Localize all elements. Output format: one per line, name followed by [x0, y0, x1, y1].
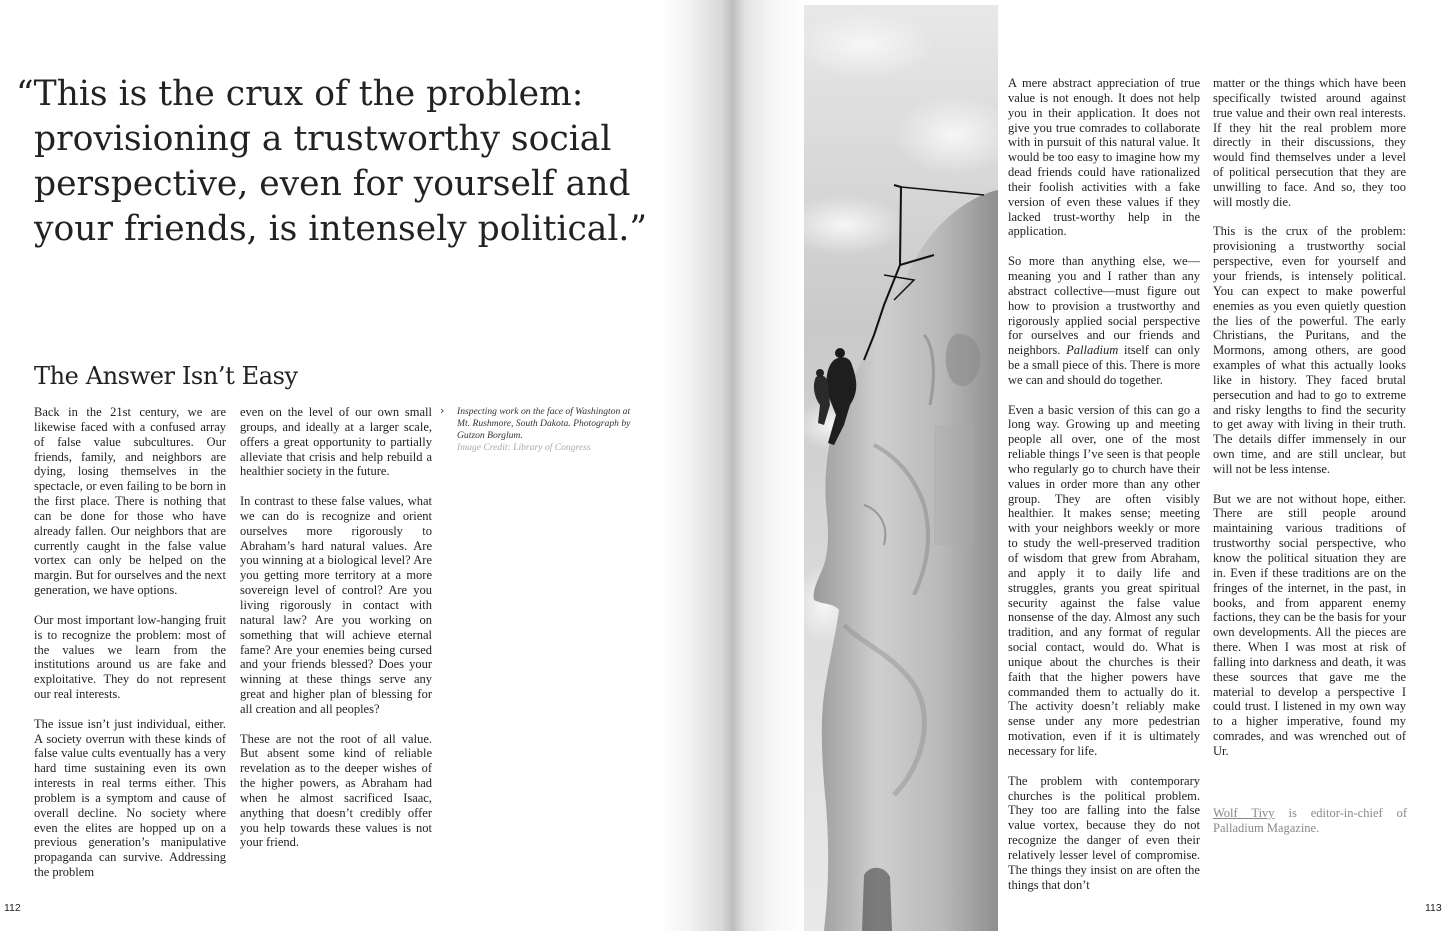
- body-column-4: [1213, 76, 1406, 774]
- paragraph-text: itself can only be a small piece of this. There is more we can and should do together.: [1008, 343, 1200, 387]
- paragraph: [1008, 254, 1200, 388]
- paragraph: even on the level of our own small groups, and ideally at a larger scale, offers a great opportunity to partially alleviate that crisis and help rebuild a healthier society in the future.: [240, 405, 432, 479]
- magazine-name: Palladium: [1066, 343, 1119, 358]
- paragraph: Back in the 21st century, we are likewise faced with a confused array of false value subcultures. Our friends, family, and neighbors are dying, losing themselves in the spectacle, or even failing to be born in the first place. There is nothing that can be done for those who have already fallen. Our neighbors that are currently caught in the false value vortex can only be helped on the margin. But for ourselves and the next generation, we have options.: [34, 405, 226, 598]
- author-name: Wolf Tivy: [1213, 806, 1275, 820]
- body-column-1: [34, 405, 226, 895]
- rushmore-photo: [804, 5, 998, 931]
- paragraph: The issue isn’t just individual, either. A society overrun with these kinds of false value cults eventually has a very hard time sustaining even its own interests in real terms either. This problem is a symptom and cause of overall decline. No society where even the elites are hopped up on a previous generation’s manipulative propaganda can survive. Addressing the problem: [34, 716, 226, 880]
- pull-quote: [16, 72, 656, 252]
- image-credit: Image Credit: Library of Congress: [457, 442, 591, 453]
- paragraph: This is the crux of the problem: provisioning a trustworthy social perspective, even for yourself and your friends, is intensely political. You can expect to make powerful enemies as you even quietly question the lies of the powerful. The early Christians, the Puritans, and the Mormons, among others, are good examples of what this actually looks like in history. They faced brutal persecution and had to go to extreme and risky lengths to find the security to get away with living in their truth. The details differ immensely in our own time, and are still unclear, but will not be less intense.: [1213, 224, 1406, 476]
- paragraph: Even a basic version of this can go a long way. Growing up and meeting people all over, one of the most reliable things I’ve seen is that people who regularly go to church have their values in order more than any other group. They are often visibly healthier. It makes sense; meeting with your neighbors weekly or more to study the well-preserved tradition of wisdom that grew from Abraham, and apply it to daily life and struggles, grants you great spiritual security against the false value nonsense of the day. Almost any such tradition, and any format of regular social contact, would do. What is unique about the churches is their faith that the higher powers have commanded them to actually do it. The activity doesn’t reliably make sense under any more pedestrian motivation, even if it is ultimately necessary for life.: [1008, 402, 1200, 758]
- book-gutter: [660, 0, 806, 931]
- paragraph: A mere abstract appreciation of true value is not enough. It does not help you in their application. It does not give you true comrades to collaborate with in pursuit of this natural value. It would be too easy to imagine how my dead friends could have rationalized their foolish activities with a fake version of even these values if they lacked trust-worthy help in the application.: [1008, 76, 1200, 239]
- caption-arrow-icon: ›: [440, 404, 445, 417]
- paragraph: In contrast to these false values, what we can do is recognize and orient ourselves more rigorously to Abraham’s hard natural values. Are you winning at a biological level? Are you getting more territory at a more sovereign level of control? Are you living rigorously in contact with natural law? Are you working on something that will achieve eternal fame? Are your enemies being cursed and your friends blessed? Does your winning at these things serve any great and higher plan of blessing for all creation and all peoples?: [240, 494, 432, 716]
- paragraph-text: So more than anything else, we—meaning you and I rather than any abstract collective—must figure out how to provision a trustworthy and rigorously applied social perspective for ourselves and our friends and neighbors.: [1008, 254, 1200, 358]
- page-number-left: 112: [4, 902, 21, 914]
- image-caption: [440, 406, 640, 454]
- paragraph: matter or the things which have been specifically twisted around against true value and their own real interests. If they hit the real problem more directly in their discussions, they would find themselves under a level of political persecution that they are unwilling to face. And so, they too will mostly die.: [1213, 76, 1406, 209]
- body-column-3: [1008, 76, 1200, 907]
- paragraph: But we are not without hope, either. There are still people around maintaining various traditions of trustworthy social perspective, who know the political situation they are in. Even if these traditions are on the fringes of the internet, in the past, in books, and from apparent enemy factions, they can be the basis for your own developments. All the pieces are there. When I was most at risk of falling into darkness and death, it was these sources that gave me the material to develop a perspective I could trust. I listened in my own way to a higher imperative, found my comrades, and was wrenched out of Ur.: [1213, 491, 1406, 758]
- paragraph: The problem with contemporary churches is the political problem. They too are falling into the false value vortex, because they do not recognize the danger of even their relatively lesser level of compromise. The things they insist on are often the things that don’t: [1008, 773, 1200, 892]
- author-bio: [1213, 806, 1407, 836]
- author-bio-text: is editor-in-chief of Palladium Magazine.: [1213, 806, 1407, 835]
- caption-text: Inspecting work on the face of Washington at Mt. Rushmore, South Dakota. Photograph by Gutzon Borglum.: [457, 406, 631, 441]
- paragraph: These are not the root of all value. But absent some kind of reliable revelation as to the deeper wishes of the higher powers, as Abraham had when he almost sacrificed Isaac, anything that doesn’t credibly offer you help towards these values is not your friend.: [240, 731, 432, 850]
- body-column-2: [240, 405, 432, 865]
- pull-quote-text: “This is the crux of the problem: provisioning a trustworthy social perspective, even for yourself and your friends, is intensely political.”: [16, 74, 648, 249]
- section-heading: The Answer Isn’t Easy: [34, 362, 298, 390]
- page-number-right: 113: [1425, 902, 1442, 914]
- paragraph: Our most important low-hanging fruit is to recognize the problem: most of the values we learn from the institutions around us are fake and exploitative. They do not represent our real interests.: [34, 612, 226, 702]
